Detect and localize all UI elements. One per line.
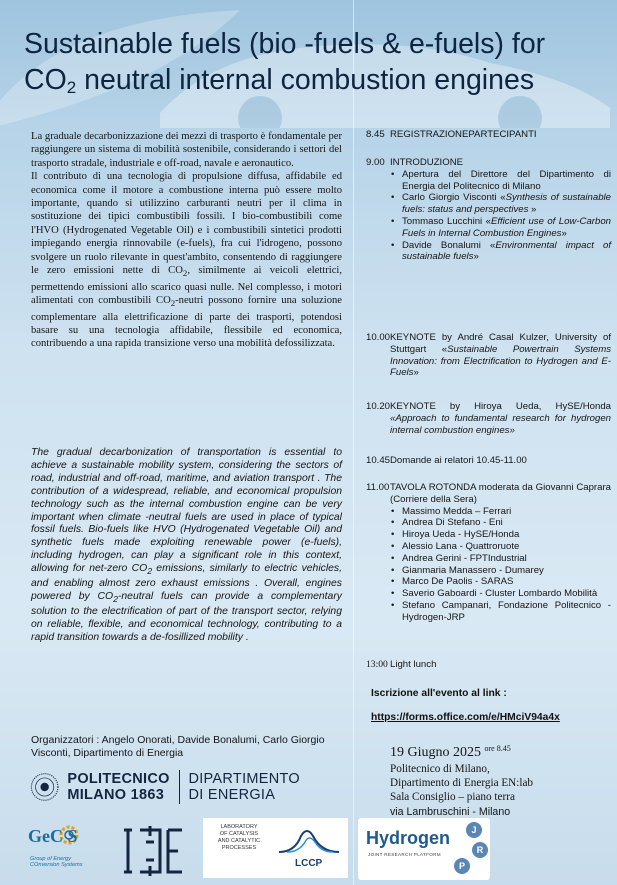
title-co: CO (24, 64, 67, 96)
politecnico-seal-icon (30, 766, 59, 808)
list-item (390, 192, 611, 216)
list-item-speaker: Carlo Giorgio Visconti « (402, 192, 506, 204)
list-item-close: » (473, 251, 479, 263)
keynote-speaker: KEYNOTE by Hiroya Ueda, HySE/Honda (390, 401, 611, 412)
roundtable-participants-list (390, 506, 611, 624)
gecos-wordmark: GeC S (28, 826, 78, 846)
gecos-sub-line-1: Group of Energy (30, 856, 72, 862)
program-time: 8.45 (366, 129, 385, 140)
venue-info (390, 740, 610, 819)
registration-info (371, 687, 611, 725)
jrp-p-badge: P (454, 858, 470, 874)
hydrogen-jrp-logo (358, 818, 490, 880)
italian-sub-1: 2 (182, 268, 188, 279)
lab-line-2: OF CATALYSIS (219, 831, 259, 837)
list-item-talk: Synthesis of sustainable fuels: status and perspectives (402, 192, 611, 216)
politecnico-line-2: MILANO 1863 (67, 787, 165, 803)
organizers: Organizzatori : Angelo Onorati, Davide Bonalumi, Carlo Giorgio Visconti, Dipartimento di Energia (31, 734, 325, 759)
italian-p2c: -neutri possono fornire una soluzione complementare alla elettrificazione di parte dei trasporti, potendosi basare su una tecnologia affidabile, flessibile ed economica, contribuendo a una rapida transizione verso una mobilità defossilizzata. (31, 294, 342, 350)
english-sub-2: 2 (113, 594, 118, 605)
venue-line-4: via Lambruschini - Milano (390, 805, 511, 818)
lccp-logo (203, 818, 348, 878)
program-time: 13:00 (366, 659, 388, 670)
program-keynote-2 (366, 401, 611, 436)
politecnico-name (67, 771, 169, 803)
italian-paragraph-1 (31, 130, 342, 170)
politecnico-line-1: POLITECNICO (67, 771, 170, 787)
english-a: The gradual decarbonization of transportation is essential to achieve a sustainable mobility system, considering the sectors of road, industrial and off-road, maritime, and aviation transport . The contribution of a widespread, reliable, and economical propulsion technology such as the internal combustion engine can be very important when climate -neutral fuels are used in place of typical fossil fuels. Bio-fuels like HVO (Hydrogenated Vegetable Oil) and synthetic fuels made exploiting renewable power (e-fuels), including hydrogen, can play a significant role in this context, allowing for net-zero CO (31, 447, 342, 575)
jrp-j-badge: J (466, 822, 482, 838)
list-item: • Andrea Di Stefano - Eni (390, 517, 611, 529)
hydrogen-wordmark: Hydrogen (366, 828, 451, 848)
program-keynote-1 (366, 332, 611, 379)
intro-speakers-list (390, 169, 611, 263)
gecos-subtitle (30, 856, 83, 869)
keynote-talk: «Approach to fundamental research for hydrogen internal combustion engines» (390, 412, 611, 436)
list-item: • Alessio Lana - Quattroruote (390, 541, 611, 553)
logo-separator (179, 770, 180, 804)
politecnico-logo (30, 765, 300, 809)
title-line-2-rest: neutral internal combustion engines (76, 64, 535, 96)
english-description (31, 447, 342, 645)
event-date (390, 740, 610, 762)
program-heading: TAVOLA ROTONDA moderata da Giovanni Caprara (Corriere della Sera) (390, 482, 611, 505)
department-name (188, 771, 300, 803)
list-item-talk: Efficient use of Low-Carbon Fuels in Internal Combustion Engines (402, 215, 612, 239)
list-item-speaker: Tommaso Lucchini « (402, 215, 491, 227)
list-item: • Hiroya Ueda - HySE/Honda (390, 529, 611, 541)
program-roundtable (366, 482, 611, 624)
list-item: • Stefano Campanari, Fondazione Politecnico - Hydrogen-JRP (390, 600, 611, 624)
poster-title (24, 26, 604, 106)
program-heading: Domande ai relatori 10.45-11.00 (390, 455, 527, 466)
list-item (390, 169, 611, 193)
gecos-sub-line-2: COnversion Systems (30, 862, 83, 869)
venue-line-2: Dipartimento di Energia EN:lab (390, 777, 534, 790)
list-item-speaker: Davide Bonalumi « (402, 239, 496, 251)
program-questions (366, 455, 611, 467)
title-line-2 (24, 62, 604, 106)
jrp-r-badge: R (472, 842, 488, 858)
event-date-text: 19 Giugno 2025 (390, 745, 481, 760)
gecos-logo (18, 818, 110, 880)
lab-line-3: AND CATALYTIC (217, 838, 261, 844)
lccp-wordmark: LCCP (295, 858, 323, 869)
program-registration (366, 129, 611, 141)
program-heading (390, 332, 611, 379)
program-heading: Light lunch (390, 659, 437, 670)
program-heading (390, 401, 611, 436)
italian-paragraph-2 (31, 170, 342, 351)
lab-line-4: PROCESSES (221, 845, 257, 851)
program-time: 10.00 (366, 332, 391, 343)
venue-line-3: Sala Consiglio – piano terra (390, 791, 515, 804)
lab-line-1: LABORATORY (220, 824, 258, 830)
column-divider (353, 0, 354, 885)
department-line-2: DI ENERGIA (188, 787, 276, 803)
registration-label: Iscrizione all'evento al link : (371, 688, 507, 699)
list-item: • Andrea Gerini - FPTIndustrial (390, 553, 611, 565)
hydrogen-subtitle: JOINT RESEARCH PLATFORM (368, 852, 441, 857)
program-heading: INTRODUZIONE (390, 157, 464, 168)
italian-p2a: Il contributo di una tecnologia di propulsione diffusa, affidabile ed economica come il motore a combustione interna può essere molto importante, quando si utilizzino carburanti neutri per il clima in sostituzione dei tipici combustibili fossili. I bio-combustibili come l'HVO (Hydrogenated Vegetable Oil) e i combustibili sintetici prodotti impiegando energia rinnovabile (e-fuels), fra cui l'idrogeno, possono svolgere un ruolo rilevante in quest'ambito, consentendo di raggiungere le zero emissioni nette di CO (31, 171, 342, 277)
list-item: • Gianmaria Manassero - Dumarey (390, 565, 611, 577)
list-item: • Saverio Gaboardi - Cluster Lombardo Mobilità (390, 588, 611, 600)
list-item (390, 240, 611, 264)
program-time: 10.20 (366, 401, 391, 412)
title-line-1: Sustainable fuels (bio -fuels & e-fuels) for (24, 28, 546, 60)
program-heading: REGISTRAZIONEPARTECIPANTI (390, 129, 537, 140)
event-time: ore 8.45 (484, 744, 511, 753)
list-item-talk: Environmental impact of sustainable fuels (402, 239, 611, 263)
program-time: 11.00 (366, 482, 390, 493)
program-time: 9.00 (366, 157, 385, 168)
keynote-speaker: KEYNOTE by André Casal Kulzer, University of Stuttgart « (390, 332, 611, 355)
title-subscript: 2 (66, 78, 77, 97)
list-item: • Massimo Medda – Ferrari (390, 506, 611, 518)
lab-text (207, 824, 271, 852)
catalysis-curve-icon (277, 824, 341, 856)
list-item-close: » (561, 227, 567, 239)
ice-lab-logo (120, 822, 190, 880)
list-item (390, 216, 611, 240)
italian-description (31, 130, 342, 351)
program-introduction (366, 157, 611, 263)
english-b: emissions, similarly to electric vehicles, and enabling almost zero exhaust emissions . Overall, engines powered by CO (31, 563, 342, 603)
program-lunch (366, 659, 611, 671)
keynote-talk: Sustainable Powertrain Systems Innovation: from Electrification to Hydrogen and E-Fuels (390, 343, 611, 379)
english-c: -neutral fuels can provide a complementary solution to the electrification of part of the transport sector, relying on reliable, flexible, and economical technology, contributing to a rapid transition towards a de-fosillized mobility . (31, 591, 342, 643)
list-item-close: » (528, 204, 537, 216)
list-item-text: Apertura del Direttore del Dipartimento di Energia del Politecnico di Milano (402, 168, 611, 192)
italian-sub-2: 2 (170, 298, 176, 309)
department-line-1: DIPARTIMENTO (188, 771, 300, 787)
english-sub-1: 2 (147, 566, 153, 577)
italian-p1-text: graduale decarbonizzazione dei mezzi di trasporto è fondamentale per raggiungere un sistema di mobilità sostenibile, considerando i settori del trasporto stradale, industriale e off-road, navale e aeronautico. (31, 131, 342, 169)
italian-p2b: , similmente ai veicoli elettrici, permettendo emissioni allo scarico quasi nulle. Nel complesso, i motori alimentati con combustibili CO (31, 265, 342, 306)
italian-lead: La (31, 131, 43, 142)
registration-link[interactable]: https://forms.office.com/e/HMciV94a4x (371, 712, 560, 723)
list-item: • Marco De Paolis - SARAS (390, 576, 611, 588)
program-time: 10.45 (366, 455, 391, 466)
venue-line-1: Politecnico di Milano, (390, 763, 490, 775)
keynote-close: » (413, 367, 419, 379)
